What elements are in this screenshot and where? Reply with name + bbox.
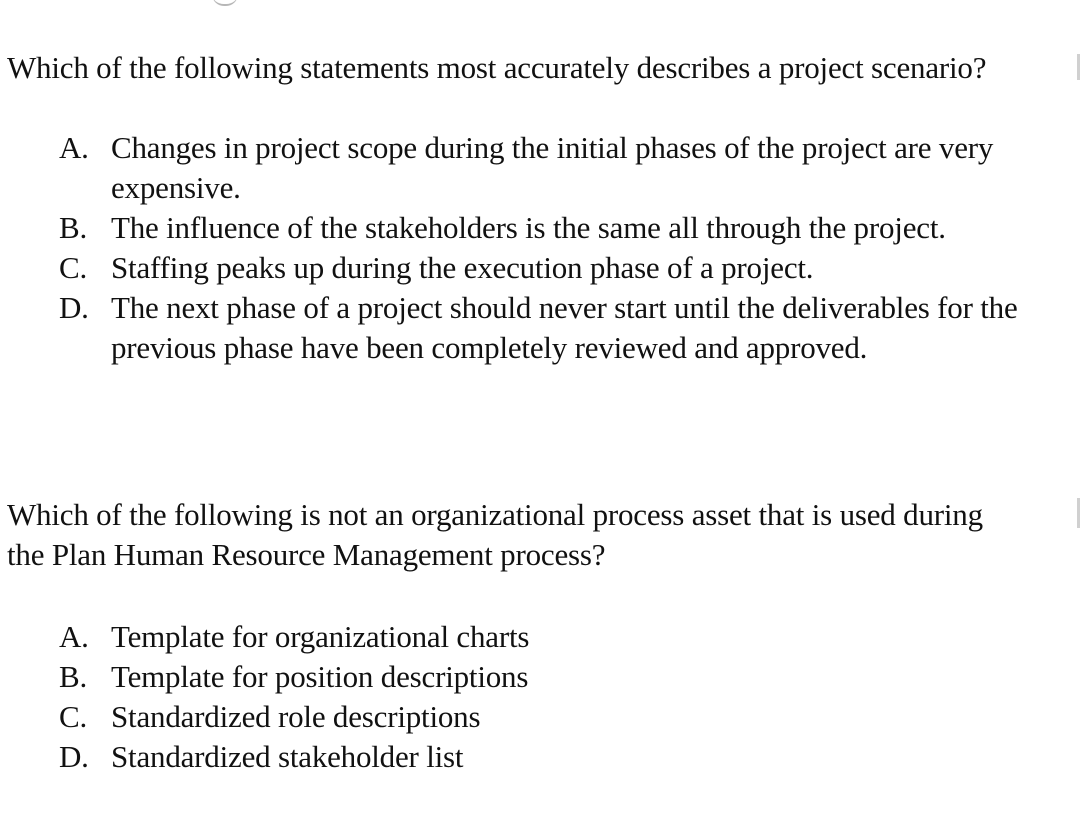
question-1-option-b[interactable] [7, 208, 1067, 248]
option-text: Template for position descriptions [111, 659, 529, 694]
top-edge-artifact [212, 0, 238, 6]
question-2-text: Which of the following is not an organizational process asset that is used during the Plan Human Resource Management process? [7, 497, 983, 572]
option-letter: B. [59, 659, 88, 694]
question-1-option-c[interactable] [7, 248, 1067, 288]
option-text: The next phase of a project should never start until the deliverables for the previous phase have been completely reviewed and approved. [111, 290, 1018, 365]
question-1-option-a[interactable] [7, 128, 1067, 208]
question-2-options [7, 617, 1067, 777]
option-letter: B. [59, 210, 88, 245]
question-1-option-d[interactable] [7, 288, 1067, 368]
option-text: Staffing peaks up during the execution phase of a project. [111, 250, 814, 285]
option-text: Template for organizational charts [111, 619, 530, 654]
question-1-options [7, 128, 1067, 368]
question-2-option-b[interactable] [7, 657, 1067, 697]
option-letter: A. [59, 619, 89, 654]
option-letter: D. [59, 290, 89, 325]
option-text: Changes in project scope during the initial phases of the project are very expensive. [111, 130, 994, 205]
option-letter: A. [59, 130, 89, 165]
question-2-option-d[interactable] [7, 737, 1067, 777]
question-2 [7, 495, 1067, 777]
option-letter: D. [59, 739, 89, 774]
option-text: Standardized role descriptions [111, 699, 481, 734]
option-text: The influence of the stakeholders is the same all through the project. [111, 210, 946, 245]
option-letter: C. [59, 250, 88, 285]
option-text: Standardized stakeholder list [111, 739, 464, 774]
question-1 [7, 48, 1067, 368]
question-1-text: Which of the following statements most accurately describes a project scenario? [7, 50, 987, 85]
question-2-option-c[interactable] [7, 697, 1067, 737]
option-letter: C. [59, 699, 88, 734]
question-2-option-a[interactable] [7, 617, 1067, 657]
